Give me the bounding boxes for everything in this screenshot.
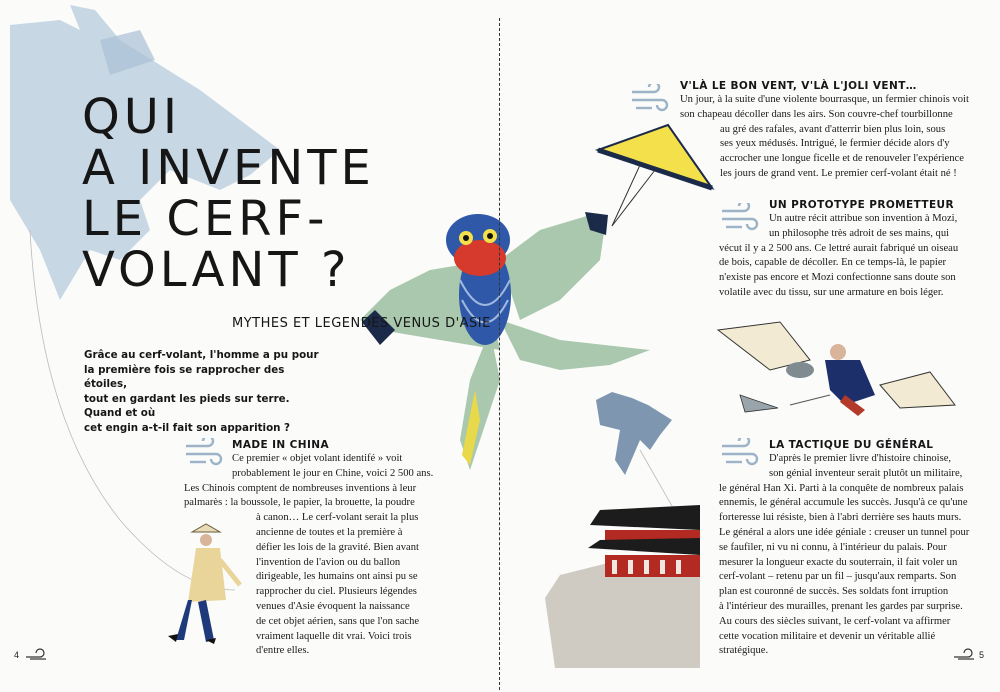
text-line: le général Han Xi. Parti à la conquête de nombreux palais xyxy=(719,482,964,494)
text-line: vraiment laquelle dit vrai. Voici trois xyxy=(256,630,412,642)
text-line: Les Chinois comptent de nombreuses inventions à leur xyxy=(184,482,417,494)
section-body-made-in-china-a xyxy=(184,452,434,526)
text-line: son génial inventeur serait plutôt un militaire, xyxy=(769,467,963,479)
text-line: cerf-volant – retenu par un fil – jusqu'aux remparts. Son xyxy=(719,571,957,583)
text-line: rapprocher du ciel. Plusieurs légendes xyxy=(256,586,417,598)
text-line: de bois, capable de décoller. En ce temps-là, le papier xyxy=(719,257,947,269)
palace-kite-illustration xyxy=(545,392,700,668)
text-line: Ce premier « objet volant identifé » voit xyxy=(232,453,403,464)
text-line: Au cours des siècles suivant, le cerf-volant va affirmer xyxy=(719,615,951,627)
text-line: Un jour, à la suite d'une violente bourrasque, un fermier chinois voit xyxy=(680,94,969,105)
page-ornament-icon xyxy=(952,648,976,660)
page-title xyxy=(82,89,422,298)
text-line: n'existe pas encore et Mozi confectionne sans doute son xyxy=(719,272,956,284)
text-line: mesurer la longueur exacte du souterrain, il fait voler un xyxy=(719,556,958,568)
text-line: l'invention de l'avion ou du ballon xyxy=(256,556,401,568)
page-number-right: 5 xyxy=(979,650,985,660)
title-line: QUI xyxy=(82,89,182,145)
section-heading-made-in-china: MADE IN CHINA xyxy=(232,439,329,451)
page-number-left: 4 xyxy=(14,650,20,660)
text-line: venues d'Asie évoquent la naissance xyxy=(256,600,410,612)
text-line: ancienne de toutes et la première à xyxy=(256,527,403,538)
text-line: Le général a alors une idée géniale : creuser un tunnel pour xyxy=(719,526,970,538)
text-line: vécut il y a 2 500 ans. Ce lettré aurait fabriqué un oiseau xyxy=(719,242,959,254)
text-line: forteresse lui résiste, bien à l'abri derrière ses hauts murs. xyxy=(719,512,962,524)
text-line: cette vocation militaire et devenir un véritable allié xyxy=(719,630,936,642)
page-fold xyxy=(499,18,500,690)
intro-line: cet engin a-t-il fait son apparition ? xyxy=(84,421,291,434)
text-line: un philosophe très adroit de ses mains, qui xyxy=(769,227,950,239)
subtitle: MYTHES ET LEGENDES VENUS D'ASIE xyxy=(232,316,491,331)
text-line: stratégique. xyxy=(719,645,769,657)
title-line: A INVENTE xyxy=(82,140,375,196)
intro-line: Grâce au cerf-volant, l'homme a pu pour xyxy=(84,349,319,361)
text-line: au gré des rafales, avant d'atterrir bien plus loin, sous xyxy=(720,123,946,135)
text-line: ses yeux médusés. Intrigué, le fermier décide alors d'y xyxy=(720,138,950,150)
section-heading-bon-vent: V'LÀ LE BON VENT, V'LÀ L'JOLI VENT… xyxy=(680,80,917,92)
intro-paragraph xyxy=(84,348,329,435)
text-line: les jours de grand vent. Le premier cerf-volant était né ! xyxy=(720,167,957,179)
text-line: à l'intérieur des murailles, prenant les gardes par surprise. xyxy=(719,600,963,612)
title-line: LE CERF- xyxy=(82,191,329,247)
intro-line: tout en gardant les pieds sur terre. Quand et où xyxy=(84,392,290,419)
text-line: volatile avec du tissu, sur une armature en bois léger. xyxy=(719,286,944,298)
text-line: se faufiler, ni vu ni connu, à l'intérieur du palais. Pour xyxy=(719,541,947,553)
title-line: VOLANT ? xyxy=(82,242,351,298)
section-body-general xyxy=(719,452,970,659)
wind-icon xyxy=(184,438,224,472)
intro-line: la première fois se rapprocher des étoiles, xyxy=(84,363,285,390)
text-line: D'après le premier livre d'histoire chinoise, xyxy=(769,453,952,464)
kite-flyer-man-illustration xyxy=(168,524,240,644)
text-line: probablement le jour en Chine, voici 2 500 ans. xyxy=(232,467,434,479)
text-line: accrocher une longue ficelle et de renouveler l'expérience xyxy=(720,153,964,165)
text-line: de cet objet aérien, sans que l'on sache xyxy=(256,615,420,627)
page-ornament-icon xyxy=(24,648,48,660)
section-body-bon-vent xyxy=(680,93,969,182)
section-heading-prototype: UN PROTOTYPE PROMETTEUR xyxy=(769,199,954,211)
wind-icon xyxy=(720,438,760,472)
wind-icon xyxy=(720,203,760,237)
text-line: plan est couronné de succès. Ses soldats font irruption xyxy=(719,586,949,598)
text-line: à canon… Le cerf-volant serait la plus xyxy=(256,512,419,524)
wind-icon xyxy=(630,84,670,118)
text-line: d'entre elles. xyxy=(256,645,310,657)
section-heading-general: LA TACTIQUE DU GÉNÉRAL xyxy=(769,439,934,451)
text-line: Un autre récit attribue son invention à Mozi, xyxy=(769,213,958,224)
text-line: ennemis, le général accumule les succès. Jusqu'à ce qu'une xyxy=(719,497,968,509)
mozi-prototype-illustration xyxy=(718,322,955,416)
section-body-prototype xyxy=(719,212,959,301)
text-line: son chapeau décoller dans les airs. Son couvre-chef tourbillonne xyxy=(680,108,953,120)
section-body-made-in-china-b xyxy=(256,526,419,659)
text-line: palmarès : la boussole, le papier, la brouette, la poudre xyxy=(184,497,415,509)
text-line: dirigeable, les humains ont ainsi pu se xyxy=(256,571,418,583)
text-line: défier les lois de la gravité. Bien avant xyxy=(256,541,419,553)
